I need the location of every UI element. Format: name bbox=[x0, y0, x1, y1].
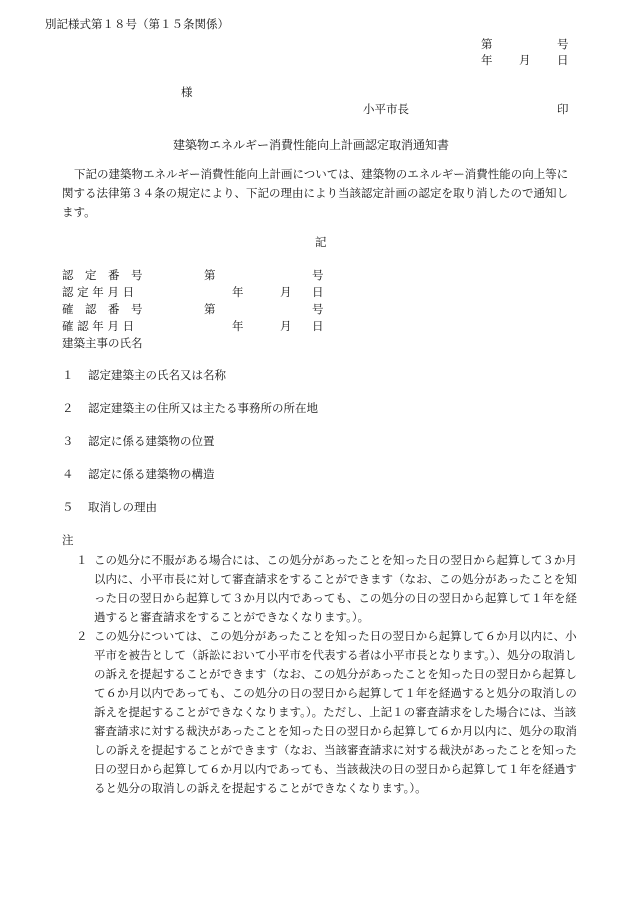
field-prefix: 第 bbox=[204, 268, 216, 282]
field-year: 年 bbox=[232, 285, 244, 299]
item-number: ３ bbox=[62, 434, 74, 448]
field-month: 月 bbox=[280, 319, 292, 333]
ki-heading: 記 bbox=[315, 235, 327, 249]
notes-heading: 注 bbox=[62, 533, 74, 547]
doc-number-suffix: 号 bbox=[557, 37, 569, 51]
field-year: 年 bbox=[232, 319, 244, 333]
date-month-label: 月 bbox=[519, 53, 531, 67]
date-day-label: 日 bbox=[557, 53, 569, 67]
field-suffix: 号 bbox=[312, 302, 324, 316]
document-title: 建築物エネルギー消費性能向上計画認定取消通知書 bbox=[173, 138, 450, 152]
seal-mark: 印 bbox=[557, 102, 569, 116]
form-label: 別記様式第１８号（第１５条関係） bbox=[45, 17, 229, 31]
field-day: 日 bbox=[312, 285, 324, 299]
note-item bbox=[62, 627, 582, 798]
note-number: ２ bbox=[76, 629, 88, 643]
field-label: 認 定 年 月 日 bbox=[62, 285, 135, 299]
list-item bbox=[62, 367, 226, 384]
item-text: 認定建築主の住所又は主たる事務所の所在地 bbox=[88, 401, 318, 415]
field-label: 建築主事の氏名 bbox=[62, 336, 143, 350]
field-prefix: 第 bbox=[204, 302, 216, 316]
item-text: 認定建築主の氏名又は名称 bbox=[88, 368, 226, 382]
item-number: ２ bbox=[62, 401, 74, 415]
field-day: 日 bbox=[312, 319, 324, 333]
list-item bbox=[62, 400, 318, 417]
field-month: 月 bbox=[280, 285, 292, 299]
item-text: 認定に係る建築物の構造 bbox=[88, 467, 215, 481]
item-number: １ bbox=[62, 368, 74, 382]
item-number: ４ bbox=[62, 467, 74, 481]
list-item bbox=[62, 466, 215, 483]
doc-number-prefix: 第 bbox=[481, 37, 493, 51]
item-text: 認定に係る建築物の位置 bbox=[88, 434, 215, 448]
field-suffix: 号 bbox=[312, 268, 324, 282]
note-number: １ bbox=[76, 553, 88, 567]
issuer-name: 小平市長 bbox=[363, 102, 409, 116]
item-number: ５ bbox=[62, 500, 74, 514]
item-text: 取消しの理由 bbox=[88, 500, 157, 514]
note-text: この処分に不服がある場合には、この処分があったことを知った日の翌日から起算して３か月以内に、小平市長に対して審査請求をすることができます（なお、この処分があったことを知った日の翌日から起算して３か月以内であっても、この処分の日の翌日から起算して１年を経過すると審査請求をすることができなくなります。）。 bbox=[94, 553, 577, 624]
note-text: この処分については、この処分があったことを知った日の翌日から起算して６か月以内に、小平市を被告として（訴訟において小平市を代表する者は小平市長となります。）、処分の取消しの訴えを提起することができます（なお、この処分があったことを知った日の翌日から起算して６か月以内であっても、この処分の日の翌日から起算して１年を経過すると処分の取消しの訴えを提起することができなくなります。）。ただし、上記１の審査請求をした場合には、当該審査請求に対する裁決があったことを知った日の翌日から起算して６か月以内に、処分の取消しの訴えを提起することができます（なお、当該審査請求に対する裁決があったことを知った日の翌日から起算して６か月以内であっても、当該裁決の日の翌日から起算して１年を経過すると処分の取消しの訴えを提起することができなくなります。）。 bbox=[94, 629, 577, 795]
addressee-suffix: 様 bbox=[181, 85, 193, 99]
list-item bbox=[62, 499, 157, 516]
field-label: 確 認 年 月 日 bbox=[62, 319, 135, 333]
field-label: 認 定 番 号 bbox=[62, 268, 143, 282]
list-item bbox=[62, 433, 215, 450]
body-paragraph: 下記の建築物エネルギー消費性能向上計画については、建築物のエネルギー消費性能の向上等に関する法律第３４条の規定により、下記の理由により当該認定計画の認定を取り消したので通知します。 bbox=[62, 167, 569, 219]
note-item bbox=[62, 551, 582, 627]
date-year-label: 年 bbox=[481, 53, 493, 67]
field-label: 確 認 番 号 bbox=[62, 302, 143, 316]
notes-list bbox=[62, 551, 582, 798]
